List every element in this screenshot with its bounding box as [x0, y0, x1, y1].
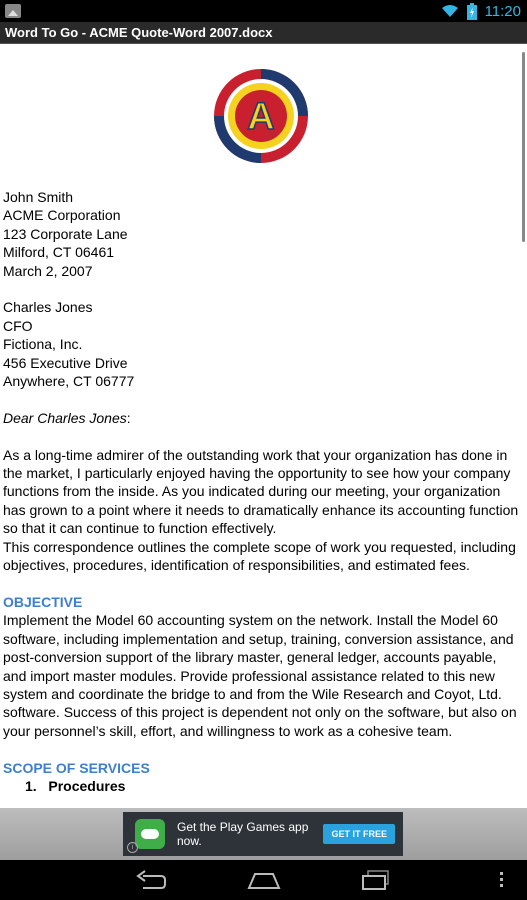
logo-letter: A — [247, 96, 275, 138]
status-icons — [441, 2, 521, 20]
menu-icon[interactable] — [498, 868, 506, 892]
letter-date: March 2, 2007 — [3, 262, 93, 279]
recipient-company: Fictiona, Inc. — [3, 336, 83, 353]
recent-apps-icon[interactable] — [360, 868, 392, 892]
salutation-punct: : — [126, 409, 131, 426]
recipient-city: Anywhere, CT 06777 — [3, 373, 135, 390]
get-it-free-button[interactable]: GET IT FREE — [323, 824, 395, 844]
recipient-name: Charles Jones — [3, 299, 93, 316]
sender-city: Milford, CT 06461 — [3, 244, 115, 261]
list-item — [3, 777, 521, 795]
document-view[interactable] — [0, 44, 527, 808]
app-title-bar — [0, 22, 527, 44]
intro-paragraph: As a long-time admirer of the outstanding work that your organization has done in the market, I particularly enjoyed having the opportunity to see how your company functions from the inside. As you indicated during our meeting, your organization has grown to a point where it needs to dramatically enhance its accounting function so that it can continue to function effectively. — [3, 446, 519, 537]
status-bar — [0, 0, 527, 22]
salutation — [3, 409, 521, 427]
ad-bar — [0, 808, 527, 860]
scrollbar[interactable] — [522, 52, 525, 242]
list-item-number: 1. — [25, 777, 37, 794]
acme-logo — [213, 68, 309, 164]
ad-banner[interactable] — [123, 812, 403, 856]
clock: 11:20 — [484, 2, 521, 20]
wifi-icon — [441, 4, 459, 18]
home-icon[interactable] — [247, 868, 281, 892]
play-games-icon — [135, 819, 165, 849]
sender-name: John Smith — [3, 189, 74, 205]
sender-street: 123 Corporate Lane — [3, 225, 128, 242]
navigation-bar — [0, 860, 527, 900]
salutation-text: Dear Charles Jones — [3, 409, 127, 426]
sender-company: ACME Corporation — [3, 207, 121, 224]
back-icon[interactable] — [135, 868, 167, 892]
objective-paragraph: Implement the Model 60 accounting system on the network. Install the Model 60 software, including implementation and setup, training, conversion assistance, and post-conversion support of the library master, general ledger, accounts payable, and import master modules. Provide professional assistance related to this new system and coordinate the bridge to and from the Wile Research and Coyot, Ltd. software. Success of this project is dependent not only on the software, but also on your personnel’s skill, effort, and willingness to work as a cohesive team. — [3, 612, 517, 739]
objective-heading: OBJECTIVE — [3, 593, 83, 610]
document-body — [3, 188, 521, 795]
ad-text: Get the Play Games app now. — [177, 820, 309, 848]
scope-heading: SCOPE OF SERVICES — [3, 759, 150, 776]
image-notification-icon — [5, 4, 21, 18]
document-title: Word To Go - ACME Quote-Word 2007.docx — [5, 25, 273, 40]
list-item-label: Procedures — [48, 777, 126, 794]
scope-paragraph: This correspondence outlines the complete scope of work you requested, including objectives, procedures, identification of responsibilities, and estimated fees. — [3, 538, 516, 574]
ad-info-icon[interactable]: i — [127, 842, 138, 853]
battery-icon — [467, 3, 477, 20]
recipient-street: 456 Executive Drive — [3, 354, 128, 371]
recipient-title: CFO — [3, 317, 33, 334]
